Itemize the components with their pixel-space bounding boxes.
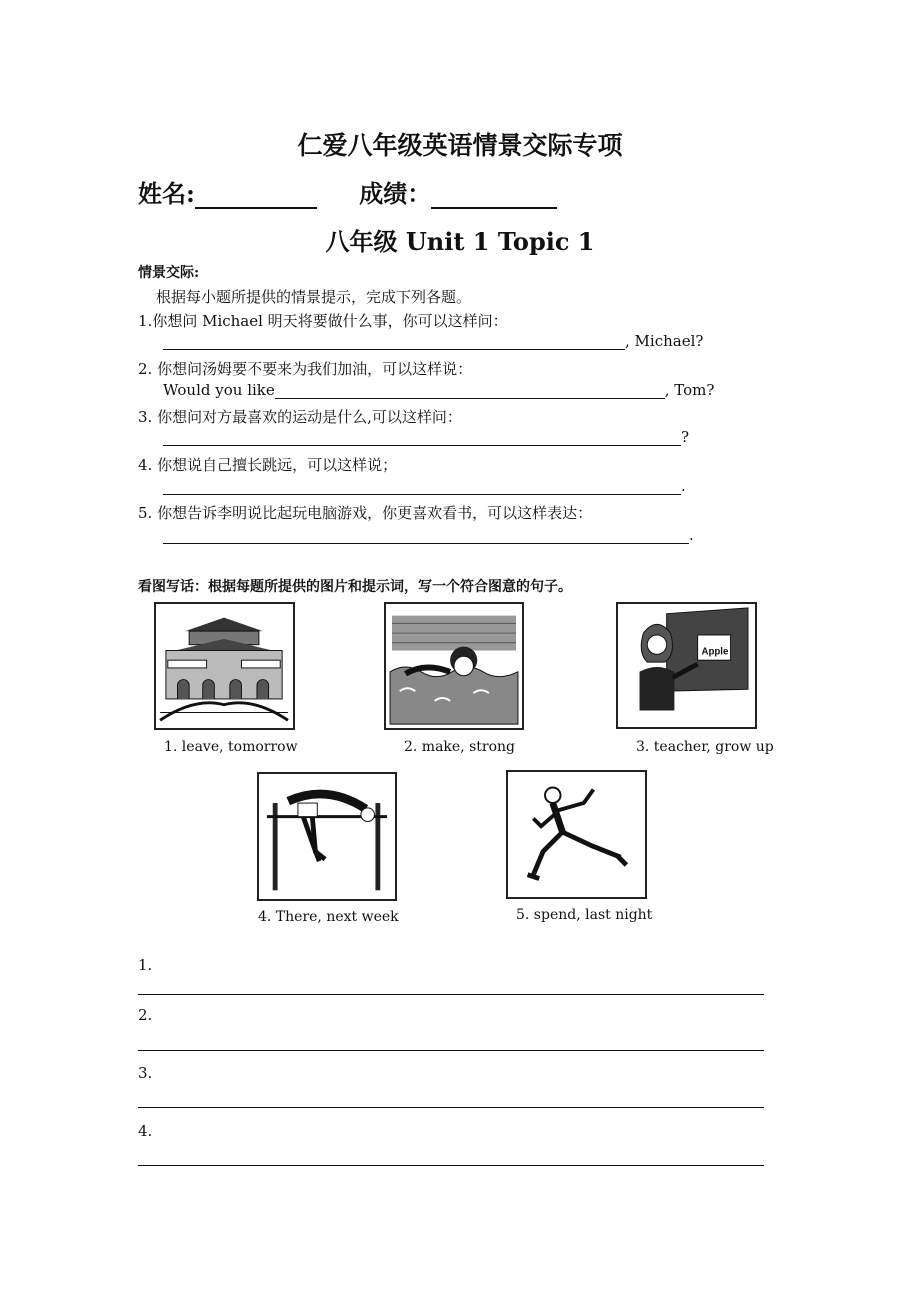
score-label: 成绩： — [359, 179, 432, 208]
answer-line-1 — [163, 332, 703, 350]
question-5 — [138, 502, 592, 523]
picture-2-swimmer — [384, 602, 524, 730]
answer-line-2 — [163, 381, 714, 399]
swimmer-illustration — [386, 604, 522, 728]
answer-blank[interactable] — [163, 527, 689, 544]
question-prompt: 你想说自己擅长跳远，可以这样说； — [157, 456, 398, 474]
question-number: 5. — [138, 504, 153, 522]
caption-5: 5. spend, last night — [516, 907, 653, 923]
answer-suffix: , Michael? — [625, 332, 704, 350]
page-title: 仁爱八年级英语情景交际专项 — [297, 131, 623, 160]
writing-line-1[interactable] — [138, 994, 764, 995]
picture-5-runner — [506, 770, 647, 899]
picture-4-high-jump — [257, 772, 397, 901]
answer-blank[interactable] — [163, 478, 681, 495]
answer-line-5 — [163, 526, 694, 544]
question-prompt: 你想告诉李明说比起玩电脑游戏，你更喜欢看书，可以这样表达： — [157, 504, 593, 522]
teacher-illustration — [618, 604, 755, 727]
name-label: 姓名: — [138, 179, 195, 208]
picture-writing-heading: 看图写话：根据每题所提供的图片和提示词，写一个符合图意的句子。 — [138, 579, 572, 595]
situational-instruction: 根据每小题所提供的情景提示，完成下列各题。 — [156, 288, 472, 306]
question-prompt: 你想问汤姆要不要来为我们加油，可以这样说： — [157, 360, 473, 378]
runner-illustration — [508, 772, 645, 897]
score-blank[interactable] — [431, 181, 557, 209]
answer-blank[interactable] — [275, 382, 665, 399]
caption-1: 1. leave, tomorrow — [164, 739, 298, 755]
name-score-row — [138, 174, 557, 209]
writing-line-3[interactable] — [138, 1107, 764, 1108]
writing-line-4[interactable] — [138, 1165, 764, 1166]
board-word: Apple — [701, 646, 729, 658]
question-prompt: 你想问 Michael 明天将要做什么事，你可以这样问： — [152, 312, 508, 330]
answer-number-2: 2. — [138, 1006, 153, 1024]
tiananmen-illustration — [156, 604, 293, 728]
picture-1-tiananmen — [154, 602, 295, 730]
question-prompt: 你想问对方最喜欢的运动是什么,可以这样问： — [157, 408, 462, 426]
answer-number-3: 3. — [138, 1064, 153, 1082]
answer-suffix: . — [689, 526, 694, 544]
answer-number-4: 4. — [138, 1122, 153, 1140]
answer-suffix: ? — [681, 428, 690, 446]
writing-line-2[interactable] — [138, 1050, 764, 1051]
answer-blank[interactable] — [163, 333, 625, 350]
caption-2: 2. make, strong — [404, 739, 516, 755]
answer-prefix: Would you like — [163, 381, 275, 399]
answer-line-4 — [163, 477, 686, 495]
answer-suffix: . — [681, 477, 686, 495]
caption-3: 3. teacher, grow up — [636, 739, 774, 755]
picture-3-teacher — [616, 602, 757, 729]
unit-title: 八年级 Unit 1 Topic 1 — [325, 227, 595, 256]
caption-4: 4. There, next week — [258, 909, 399, 925]
question-4 — [138, 454, 397, 475]
high-jump-illustration — [259, 774, 395, 899]
question-number: 4. — [138, 456, 153, 474]
question-number: 3. — [138, 408, 153, 426]
question-number: 1. — [138, 312, 153, 330]
answer-blank[interactable] — [163, 429, 681, 446]
situational-heading: 情景交际: — [138, 265, 200, 281]
answer-line-3 — [163, 428, 689, 446]
question-1 — [138, 310, 508, 331]
answer-number-1: 1. — [138, 956, 153, 974]
answer-suffix: , Tom? — [664, 381, 715, 399]
name-blank[interactable] — [195, 181, 317, 209]
question-2 — [138, 358, 472, 379]
question-number: 2. — [138, 360, 153, 378]
question-3 — [138, 406, 462, 427]
